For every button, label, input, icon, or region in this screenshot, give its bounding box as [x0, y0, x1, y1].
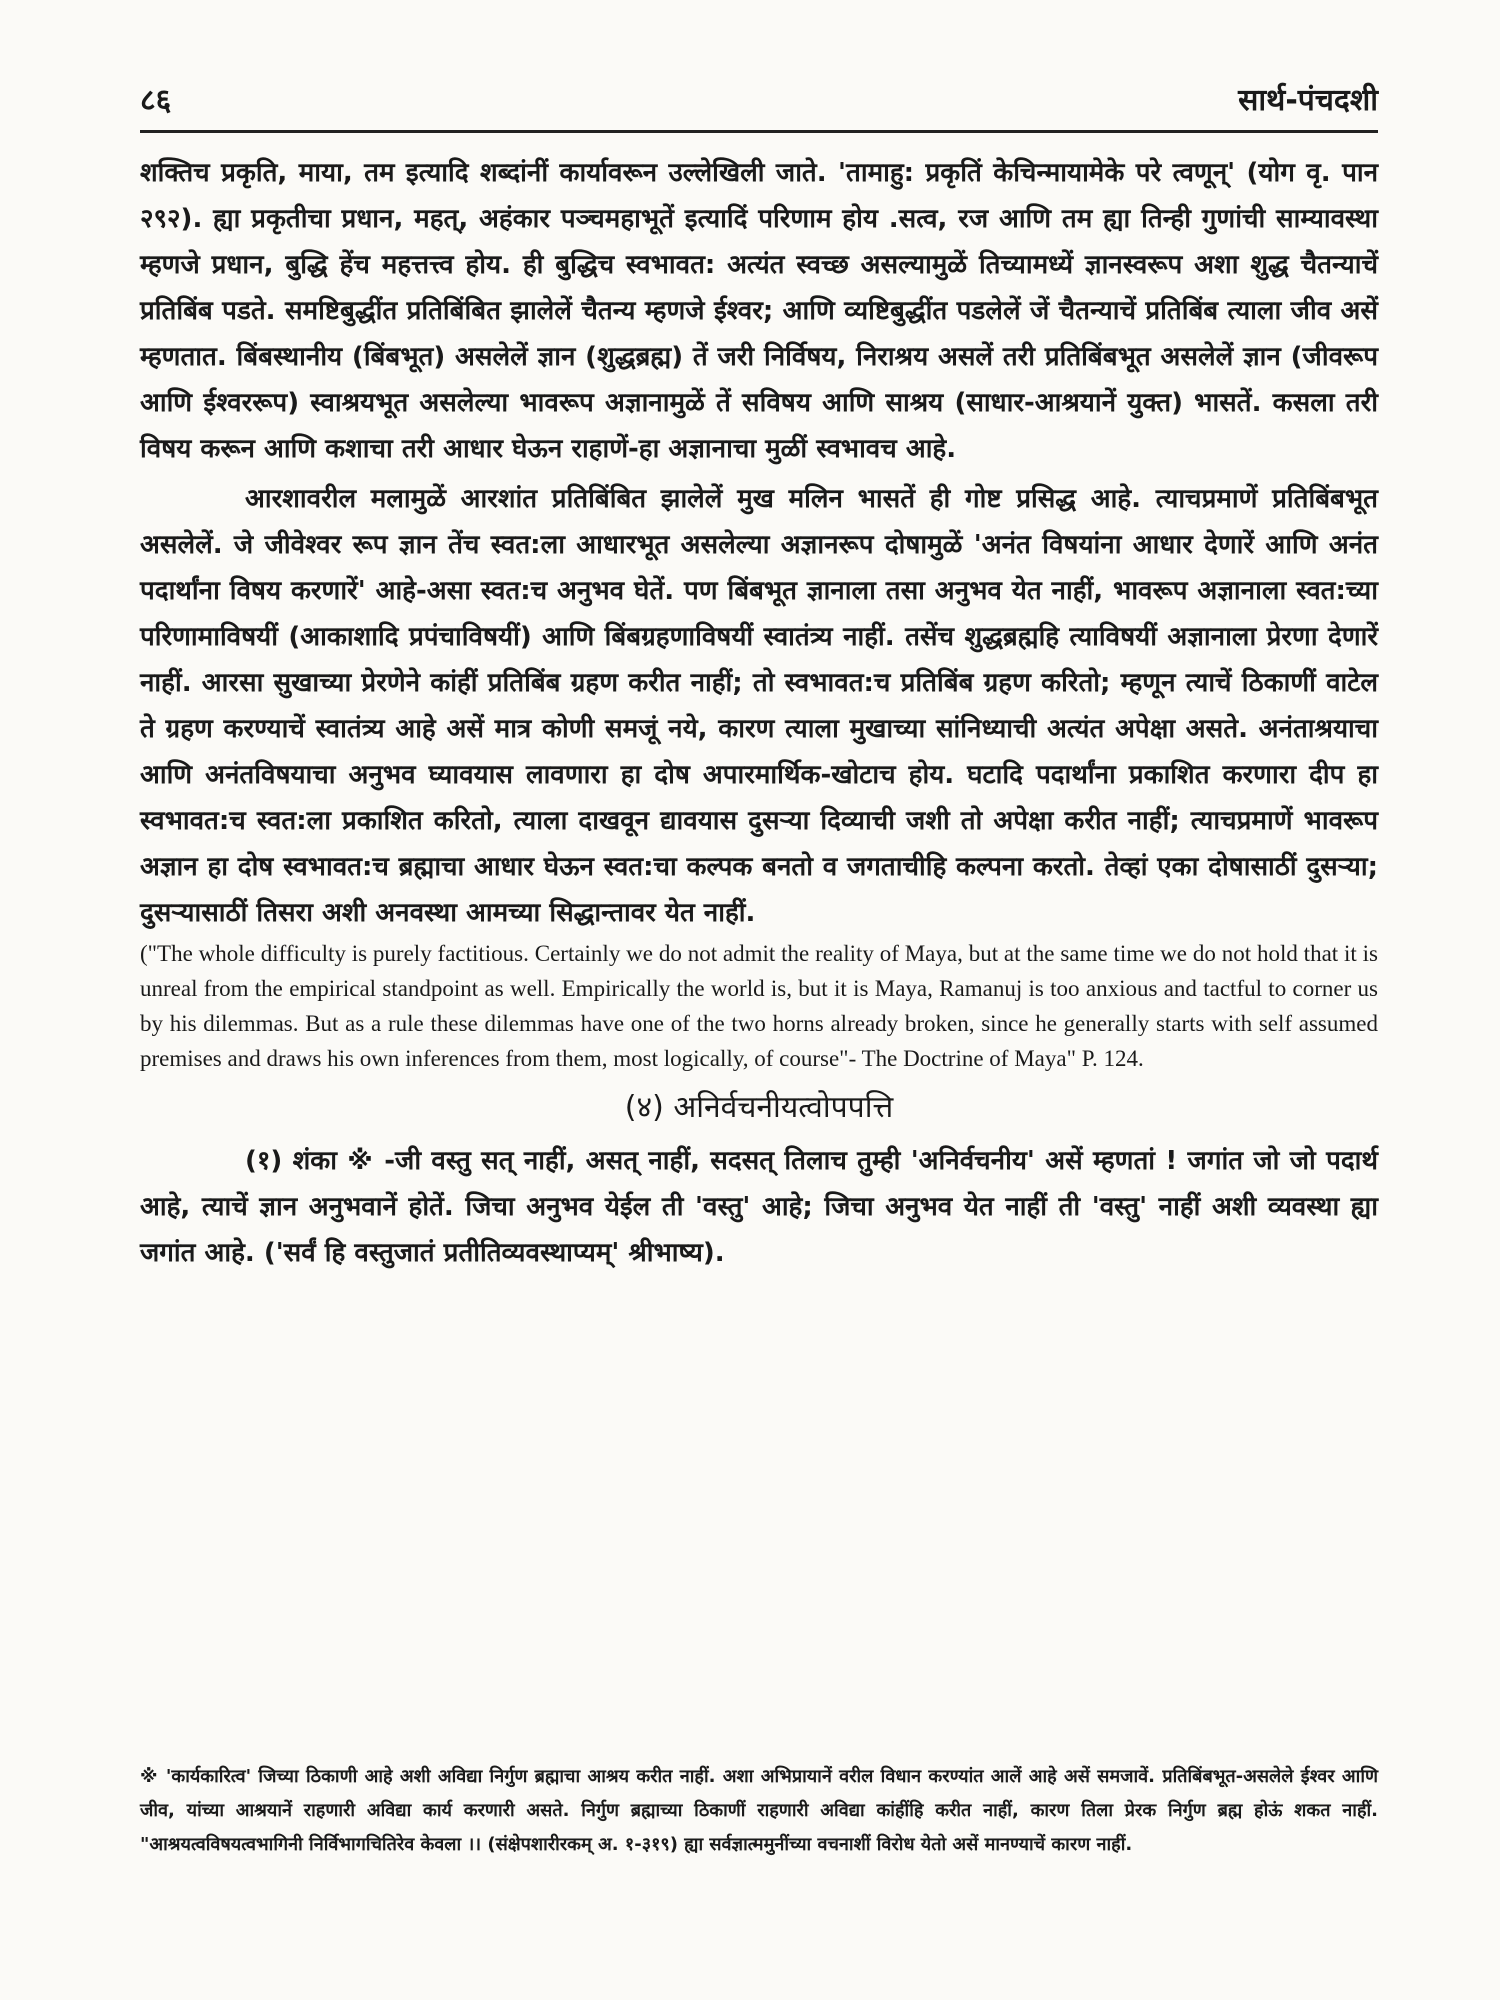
body-text [140, 150, 1378, 1276]
running-title: सार्थ-पंचदशी [1238, 83, 1378, 118]
page-number: ८६ [140, 83, 172, 118]
english-quote: ("The whole difficulty is purely factitious. Certainly we do not admit the reality of Maya, but at the same time we do not hold that it is unreal from the empirical standpoint as well. Empirically the world is, but it is Maya, Ramanuj is too anxious and tactful to corner us by his dilemmas. But as a rule these dilemmas have one of the two horns already broken, since he generally starts with self assumed premises and draws his own inferences from them, most logically, of course"- The Doctrine of Maya" P. 124. [140, 941, 1378, 1071]
page-header [140, 78, 1378, 130]
section-heading: (४) अनिर्वचनीयत्वोपपत्ति [624, 1090, 894, 1125]
paragraph-2: आरशावरील मलामुळें आरशांत प्रतिबिंबित झालेलें मुख मलिन भासतें ही गोष्ट प्रसिद्ध आहे. त्याचप्रमाणें प्रतिबिंबभूत असलेलें. जे जीवेश्वर रूप ज्ञान तेंच स्वत:ला आधारभूत असलेल्या अज्ञानरूप दोषामुळें 'अनंत विषयांना आधार देणारें आणि अनंत पदार्थांना विषय करणारें' आहे-असा स्वत:च अनुभव घेतें. पण बिंबभूत ज्ञानाला तसा अनुभव येत नाहीं, भावरूप अज्ञानाला स्वत:च्या परिणामाविषयीं (आकाशादि प्रपंचाविषयीं) आणि बिंबग्रहणाविषयीं स्वातंत्र्य नाहीं. तसेंच शुद्धब्रह्महि त्याविषयीं अज्ञानाला प्रेरणा देणारें नाहीं. आरसा सुखाच्या प्रेरणेने कांहीं प्रतिबिंब ग्रहण करीत नाहीं; तो स्वभावत:च प्रतिबिंब ग्रहण करितो; म्हणून त्याचें ठिकाणीं वाटेल ते ग्रहण करण्याचें स्वातंत्र्य आहे असें मात्र कोणी समजूं नये, कारण त्याला मुखाच्या सांनिध्याची अत्यंत अपेक्षा असते. अनंताश्रयाचा आणि अनंतविषयाचा अनुभव घ्यावयास लावणारा हा दोष अपारमार्थिक-खोटाच होय. घटादि पदार्थांना प्रकाशित करणारा दीप हा स्वभावत:च स्वत:ला प्रकाशित करितो, त्याला दाखवून द्यावयास दुसऱ्या दिव्याची जशी तो अपेक्षा करीत नाहीं; त्याचप्रमाणें भावरूप अज्ञान हा दोष स्वभावत:च ब्रह्माचा आधार घेऊन स्वत:चा कल्पक बनतो व जगताचीहि कल्पना करतो. तेव्हां एका दोषासाठीं दुसऱ्या; दुसऱ्यासाठीं तिसरा अशी अनवस्था आमच्या सिद्धान्तावर येत नाहीं. [140, 484, 1378, 928]
header-rule [140, 130, 1378, 133]
footnote: ※ 'कार्यकारित्व' जिच्या ठिकाणी आहे अशी अविद्या निर्गुण ब्रह्माचा आश्रय करीत नाहीं. अशा अभिप्रायानें वरील विधान करण्यांत आलें आहे असें समजावें. प्रतिबिंबभूत-असलेले ईश्वर आणि जीव, यांच्या आश्रयानें राहणारी अविद्या कार्य करणारी असते. निर्गुण ब्रह्माच्या ठिकाणीं राहणारी अविद्या कांहींहि करीत नाहीं, कारण तिला प्रेरक निर्गुण ब्रह्म होऊं शकत नाहीं. "आश्रयत्वविषयत्वभागिनी निर्विभागचितिरेव केवला ।। (संक्षेपशारीरकम् अ. १-३१९) ह्या सर्वज्ञात्ममुनींच्या वचनाशीं विरोध येतो असें मानण्याचें कारण नाहीं. [140, 1766, 1378, 1855]
paragraph-3: (१) शंका ※ -जी वस्तु सत् नाहीं, असत् नाहीं, सदसत् तिलाच तुम्ही 'अनिर्वचनीय' असें म्हणतां ! जगांत जो जो पदार्थ आहे, त्याचें ज्ञान अनुभवानें होतें. जिचा अनुभव येईल ती 'वस्तु' आहे; जिचा अनुभव येत नाहीं ती 'वस्तु' नाहीं अशी व्यवस्था ह्या जगांत आहे. ('सर्वं हि वस्तुजातं प्रतीतिव्यवस्थाप्यम्' श्रीभाष्य). [140, 1146, 1378, 1268]
footnote-area [140, 1760, 1378, 1862]
paragraph-1: शक्तिच प्रकृति, माया, तम इत्यादि शब्दांनीं कार्यावरून उल्लेखिली जाते. 'तामाहु: प्रकृतिं केचिन्मायामेके परे त्वणून्' (योग वृ. पान २९२). ह्या प्रकृतीचा प्रधान, महत्, अहंकार पञ्चमहाभूतें इत्यादिं परिणाम होय .सत्व, रज आणि तम ह्या तिन्ही गुणांची साम्यावस्था म्हणजे प्रधान, बुद्धि हेंच महत्तत्त्व होय. ही बुद्धिच स्वभावत: अत्यंत स्वच्छ असल्यामुळें तिच्यामध्यें ज्ञानस्वरूप अशा शुद्ध चैतन्याचें प्रतिबिंब पडते. समष्टिबुद्धींत प्रतिबिंबित झालेलें चैतन्य म्हणजे ईश्वर; आणि व्यष्टिबुद्धींत पडलेलें जें चैतन्याचें प्रतिबिंब त्याला जीव असें म्हणतात. बिंबस्थानीय (बिंबभूत) असलेलें ज्ञान (शुद्धब्रह्म) तें जरी निर्विषय, निराश्रय असलें तरी प्रतिबिंबभूत असलेलें ज्ञान (जीवरूप आणि ईश्वररूप) स्वाश्रयभूत असलेल्या भावरूप अज्ञानामुळें तें सविषय आणि साश्रय (साधार-आश्रयानें युक्त) भासतें. कसला तरी विषय करून आणि कशाचा तरी आधार घेऊन राहाणें-हा अज्ञानाचा मुळीं स्वभावच आहे. [140, 158, 1378, 464]
